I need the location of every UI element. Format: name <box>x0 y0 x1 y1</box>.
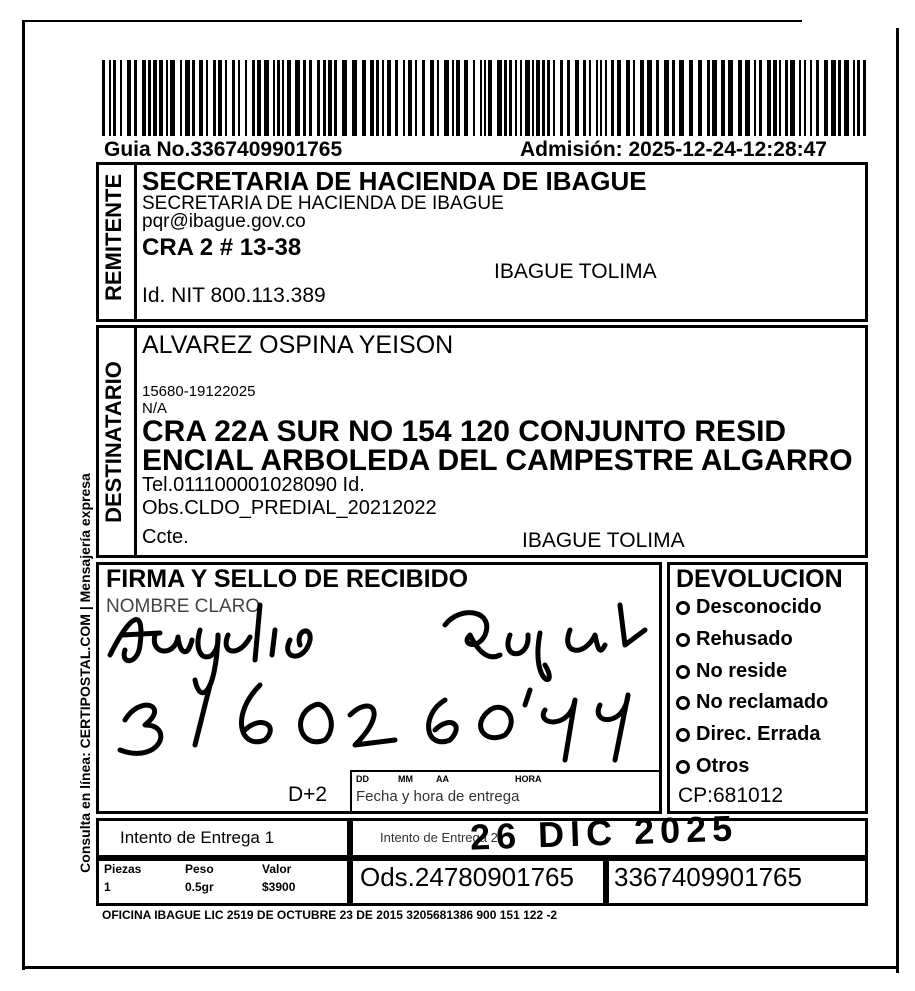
destinatario-ccte: Ccte. <box>142 526 189 548</box>
right-edge-line <box>896 28 899 973</box>
remitente-email: pqr@ibague.gov.co <box>142 211 306 232</box>
d-plus-two: D+2 <box>288 783 328 806</box>
radio-circle-icon <box>676 633 690 647</box>
remitente-label: REMITENTE <box>101 173 126 301</box>
barcode <box>100 60 870 138</box>
destinatario-ref: 15680-19122025 <box>142 383 256 400</box>
intento-2-label: Intento de Entrega 2 <box>380 830 498 845</box>
option-direc-errada[interactable]: Direc. Errada <box>676 723 821 746</box>
destinatario-address-2: ENCIAL ARBOLEDA DEL CAMPESTRE ALGARRO <box>142 444 853 477</box>
destinatario-obs: Obs.CLDO_PREDIAL_20212022 <box>142 497 437 519</box>
date-col-aa: AA <box>436 774 449 784</box>
destinatario-divider <box>134 325 137 558</box>
radio-circle-icon <box>676 696 690 710</box>
radio-circle-icon <box>676 601 690 615</box>
date-col-dd: DD <box>356 774 369 784</box>
destinatario-tel: Tel.011100001028090 Id. <box>142 474 365 496</box>
option-no-reclamado[interactable]: No reclamado <box>676 691 828 714</box>
option-desconocido[interactable]: Desconocido <box>676 596 822 619</box>
left-edge-line <box>22 20 25 970</box>
radio-circle-icon <box>676 728 690 742</box>
remitente-city: IBAGUE TOLIMA <box>494 260 657 283</box>
destinatario-address-1: CRA 22A SUR NO 154 120 CONJUNTO RESID <box>142 415 787 448</box>
remitente-name: SECRETARIA DE HACIENDA DE IBAGUE <box>142 166 647 196</box>
destinatario-city: IBAGUE TOLIMA <box>522 529 685 552</box>
date-col-mm: MM <box>398 774 413 784</box>
destinatario-na: N/A <box>142 400 168 417</box>
destinatario-label: DESTINATARIO <box>101 361 126 523</box>
tracking-code: 3367409901765 <box>614 862 802 892</box>
devolucion-cp: CP:681012 <box>678 784 784 807</box>
option-otros[interactable]: Otros <box>676 755 749 778</box>
peso-value: 0.5gr <box>185 880 214 894</box>
intento-1-label: Intento de Entrega 1 <box>120 828 275 847</box>
date-col-hora: HORA <box>515 774 542 784</box>
date-stamp: 26 DIC 2025 <box>469 807 739 858</box>
remitente-address: CRA 2 # 13-38 <box>142 234 302 261</box>
ods-number: Ods.24780901765 <box>360 862 574 892</box>
remitente-name-small: SECRETARIA DE HACIENDA DE IBAGUE <box>142 193 504 214</box>
footer-office: OFICINA IBAGUE LIC 2519 DE OCTUBRE 23 DE 2015 3205681386 900 151 122 -2 <box>102 908 558 922</box>
nombre-claro-label: NOMBRE CLARO <box>106 596 261 617</box>
side-website-text: Consulta en línea: CERTIPOSTAL.COM | Mensajería expresa <box>77 473 93 873</box>
devolucion-title: DEVOLUCION <box>676 565 843 593</box>
piezas-header: Piezas <box>104 862 142 876</box>
radio-circle-icon <box>676 665 690 679</box>
option-no-reside[interactable]: No reside <box>676 660 787 683</box>
remitente-nit: Id. NIT 800.113.389 <box>142 284 326 307</box>
date-label: Fecha y hora de entrega <box>356 788 520 805</box>
guia-number: Guia No.3367409901765 <box>104 138 343 161</box>
radio-circle-icon <box>676 760 690 774</box>
bottom-edge-line <box>22 966 899 969</box>
remitente-divider <box>134 162 137 322</box>
admission-datetime: Admisión: 2025-12-24-12:28:47 <box>520 138 827 161</box>
valor-value: $3900 <box>262 880 296 894</box>
option-rehusado[interactable]: Rehusado <box>676 628 793 651</box>
peso-header: Peso <box>185 862 214 876</box>
piezas-value: 1 <box>104 880 111 894</box>
handwritten-signature <box>100 575 660 775</box>
recibido-title: FIRMA Y SELLO DE RECIBIDO <box>106 565 469 593</box>
destinatario-name: ALVAREZ OSPINA YEISON <box>142 331 454 359</box>
top-edge-line <box>22 20 802 22</box>
valor-header: Valor <box>262 862 292 876</box>
